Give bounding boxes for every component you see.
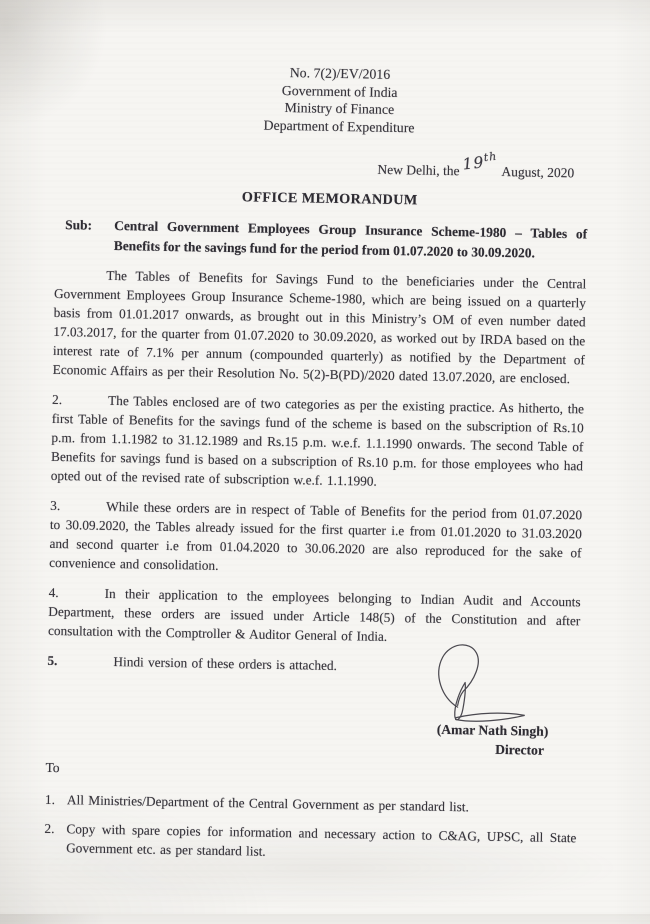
org-line-ministry: Ministry of Finance — [284, 100, 395, 117]
item-number: 2. — [44, 821, 55, 837]
paragraph-number: 4. — [48, 585, 59, 601]
subject-label: Sub: — [65, 217, 93, 233]
paragraph-1: The Tables of Benefits for Savings Fund to the beneficiaries under the Central Government Employees Group Insurance Scheme-1980, which are being issued on a quarterly basis from 01.01.2017 onwards, as brought out in this Ministry’s OM of even number dated 17.03.2017, for the quarter from 01.07.2020 to 30.09.2020, as worked out by IRDA based on the interest rate of 7.1% per annum (compounded quarterly) as notified by the Department of Economic Affairs as per their Resolution No. 5(2)-B(PD)/2020 dated 13.07.2020, are enclosed. — [52, 268, 587, 387]
paragraph-text: While these orders are in respect of Table of Benefits for the period from 01.07.2020 to 30.09.2020, the Tables already issued for the first quarter i.e from 01.01.2020 to 31.03.2020 and second quarter i.e from 01.04.2020 to 30.06.2020 are also reproduced for the sake of convenience and consolidation. — [49, 499, 583, 574]
signature-block — [378, 637, 580, 760]
dateline — [56, 149, 588, 182]
subject-block — [65, 215, 588, 263]
signature-mark — [420, 638, 539, 724]
letterhead — [73, 60, 606, 139]
distribution-item — [44, 819, 577, 866]
memo-title: OFFICE MEMORANDUM — [241, 189, 418, 209]
subject-text: Central Government Employees Group Insurance Scheme-1980 – Tables of Benefits for the savings fund for the period from 01.07.2020 to 30.09.2020. — [113, 218, 588, 261]
org-line-department: Department of Expenditure — [263, 117, 415, 135]
item-text: Copy with spare copies for information and necessary action to C&AG, UPSC, all State Government etc. as per standard list. — [66, 821, 577, 859]
item-number: 1. — [44, 792, 56, 808]
reference-number: No. 7(2)/EV/2016 — [289, 65, 391, 82]
paragraph-number: 2. — [51, 392, 63, 408]
dateline-rest: August, 2020 — [501, 164, 575, 181]
signatory-name: (Amar Nath Singh) — [436, 721, 549, 739]
signatory-designation: Director — [495, 742, 545, 758]
paragraph-text: In their application to the employees belonging to Indian Audit and Accounts Department, these orders are issued under Article 148(5) of the Constitution and after consultation with the Comptroller & Auditor General of India. — [47, 586, 581, 645]
handwritten-date: 19th — [462, 149, 499, 174]
final-paragraph-and-signature — [46, 651, 580, 759]
org-line-government: Government of India — [281, 82, 398, 100]
salutation-to: To — [45, 760, 60, 776]
paragraph-3 — [49, 496, 582, 581]
item-text: All Ministries/Department of the Central Government as per standard list. — [66, 792, 469, 815]
paragraph-text: Hindi version of these orders is attached. — [113, 654, 338, 674]
paragraph-5 — [46, 651, 380, 756]
distribution-item — [45, 790, 577, 818]
paragraph-2 — [51, 390, 585, 494]
paragraph-number: 3. — [50, 498, 61, 514]
paragraph-text: The Tables enclosed are of two categories as per the existing practice. As hitherto, the first Table of Benefits for the savings fund of the scheme is based on the subscription of Rs.10 p.m. from 1.1.1982 to 31.12.1989 and Rs.15 p.m. w.e.f. 1.1.1990 onwards. The second Table of Benefits for savings fund is based on a subscription of Rs.10 p.m. for those employees who had opted out of the revised rate of subscription w.e.f. 1.1.1990. — [50, 393, 585, 489]
dateline-prefix: New Delhi, the — [377, 161, 460, 179]
paragraph-number: 5. — [47, 653, 58, 669]
